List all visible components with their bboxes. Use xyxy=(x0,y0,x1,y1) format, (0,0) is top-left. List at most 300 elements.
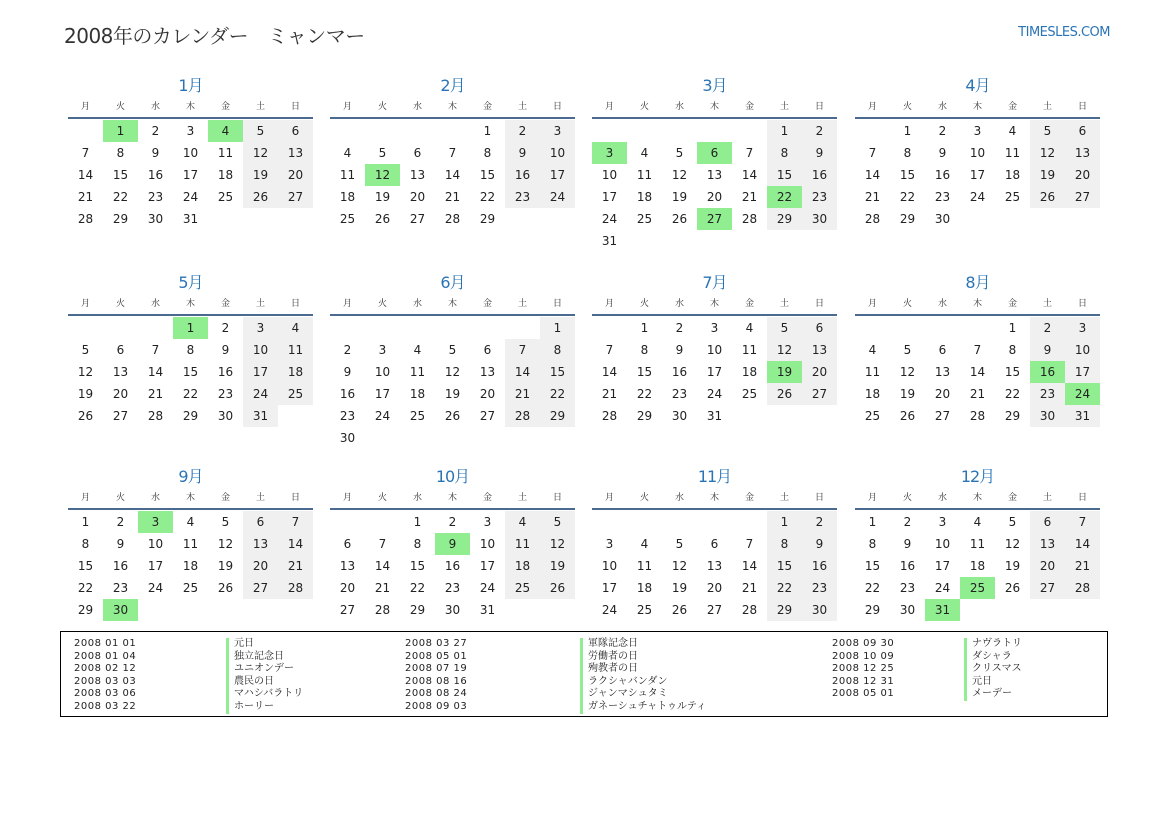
day-cell: 27 xyxy=(479,409,496,423)
day-cell: 28 xyxy=(741,603,758,617)
day-cell: 27 xyxy=(802,383,837,405)
day-cell: 27 xyxy=(278,186,313,208)
site-link[interactable]: TIMESLES.COM xyxy=(1018,25,1110,40)
day-cell: 28 xyxy=(77,212,94,226)
day-cell: 3 xyxy=(710,321,719,335)
holiday-date: 2008 02 12 xyxy=(74,663,137,675)
day-cell: 15 xyxy=(864,559,881,573)
day-cell: 20 xyxy=(409,190,426,204)
weekday-header xyxy=(592,489,837,510)
weekday-label: 日 xyxy=(1077,493,1087,503)
day-cell: 24 xyxy=(601,603,618,617)
day-cell: 19 xyxy=(243,164,278,186)
day-cell: 2 xyxy=(675,321,684,335)
day-cell: 6 xyxy=(710,537,719,551)
weekday-label: 日 xyxy=(290,102,300,112)
day-cell: 11 xyxy=(636,559,653,573)
day-cell: 19 xyxy=(671,190,688,204)
day-cell: 1 xyxy=(1008,321,1017,335)
day-cell: 31 xyxy=(601,234,618,248)
day-cell: 17 xyxy=(374,387,391,401)
day-cell: 15 xyxy=(112,168,129,182)
month-name: 1月 xyxy=(178,76,203,95)
day-cell: 24 xyxy=(147,581,164,595)
day-cell: 25 xyxy=(1004,190,1021,204)
day-cell: 20 xyxy=(706,190,723,204)
weekday-label: 火 xyxy=(639,493,649,503)
weekday-header xyxy=(855,489,1100,510)
day-cell: 31 xyxy=(182,212,199,226)
day-cell: 3 xyxy=(483,515,492,529)
day-cell: 26 xyxy=(374,212,391,226)
holiday-day-cell: 19 xyxy=(767,361,802,383)
day-cell: 3 xyxy=(605,537,614,551)
day-cell: 25 xyxy=(636,212,653,226)
holiday-date: 2008 01 01 xyxy=(74,638,137,649)
day-cell: 19 xyxy=(77,387,94,401)
weekday-label: 水 xyxy=(150,493,160,503)
weekday-label: 日 xyxy=(290,493,300,503)
day-cell: 13 xyxy=(479,365,496,379)
day-cell: 10 xyxy=(706,343,723,357)
day-cell: 20 xyxy=(339,581,356,595)
holiday-date: 2008 08 16 xyxy=(405,675,468,687)
day-cell: 25 xyxy=(217,190,234,204)
holiday-day-cell: 16 xyxy=(1030,361,1065,383)
day-cell: 7 xyxy=(278,511,313,533)
holiday-day-cell: 3 xyxy=(592,142,627,164)
day-cell: 29 xyxy=(540,405,575,427)
month-days xyxy=(330,511,575,621)
day-cell: 6 xyxy=(938,343,947,357)
day-cell: 23 xyxy=(671,387,688,401)
day-cell: 14 xyxy=(741,559,758,573)
day-cell: 16 xyxy=(934,168,951,182)
month-name: 5月 xyxy=(178,273,203,292)
holiday-date: 2008 03 03 xyxy=(74,675,137,687)
day-cell: 18 xyxy=(636,581,653,595)
day-cell: 18 xyxy=(182,559,199,573)
day-cell: 10 xyxy=(243,339,278,361)
day-cell: 13 xyxy=(934,365,951,379)
weekday-label: 土 xyxy=(517,493,527,503)
day-cell: 14 xyxy=(278,533,313,555)
day-cell: 15 xyxy=(182,365,199,379)
day-cell: 13 xyxy=(339,559,356,573)
day-cell: 19 xyxy=(1004,559,1021,573)
weekday-label: 土 xyxy=(779,102,789,112)
day-cell: 1 xyxy=(903,124,912,138)
weekday-label: 木 xyxy=(972,102,982,112)
weekday-label: 水 xyxy=(674,102,684,112)
day-cell: 13 xyxy=(243,533,278,555)
day-cell: 12 xyxy=(1004,537,1021,551)
day-cell: 30 xyxy=(147,212,164,226)
day-cell: 7 xyxy=(1065,511,1100,533)
day-cell: 29 xyxy=(77,603,94,617)
day-cell: 9 xyxy=(505,142,540,164)
day-cell: 29 xyxy=(767,208,802,230)
empty-day xyxy=(627,511,662,533)
month-days xyxy=(330,317,575,449)
day-cell: 8 xyxy=(1008,343,1017,357)
weekday-header xyxy=(592,98,837,119)
day-cell: 26 xyxy=(540,577,575,599)
day-cell: 29 xyxy=(409,603,426,617)
day-cell: 8 xyxy=(116,146,125,160)
day-cell: 23 xyxy=(934,190,951,204)
day-cell: 24 xyxy=(243,383,278,405)
day-cell: 17 xyxy=(182,168,199,182)
day-cell: 3 xyxy=(378,343,387,357)
month-days xyxy=(855,511,1100,621)
day-cell: 22 xyxy=(636,387,653,401)
day-cell: 24 xyxy=(540,186,575,208)
holiday-name: 元日 xyxy=(964,676,992,689)
day-cell: 11 xyxy=(741,343,758,357)
day-cell: 9 xyxy=(938,146,947,160)
day-cell: 8 xyxy=(767,533,802,555)
weekday-label: 火 xyxy=(377,299,387,309)
empty-day xyxy=(68,317,103,339)
holiday-day-cell: 27 xyxy=(697,208,732,230)
weekday-label: 木 xyxy=(709,102,719,112)
day-cell: 13 xyxy=(409,168,426,182)
weekday-label: 火 xyxy=(115,102,125,112)
day-cell: 18 xyxy=(969,559,986,573)
day-cell: 23 xyxy=(217,387,234,401)
day-cell: 8 xyxy=(640,343,649,357)
day-cell: 10 xyxy=(374,365,391,379)
calendar-grid xyxy=(68,74,1102,626)
holiday-name: ホーリー xyxy=(226,701,274,714)
day-cell: 16 xyxy=(802,164,837,186)
day-cell: 14 xyxy=(864,168,881,182)
day-cell: 3 xyxy=(973,124,982,138)
weekday-label: 木 xyxy=(709,493,719,503)
day-cell: 11 xyxy=(969,537,986,551)
day-cell: 14 xyxy=(1065,533,1100,555)
day-cell: 18 xyxy=(278,361,313,383)
day-cell: 26 xyxy=(899,409,916,423)
day-cell: 8 xyxy=(868,537,877,551)
day-cell: 18 xyxy=(1004,168,1021,182)
day-cell: 2 xyxy=(116,515,125,529)
day-cell: 17 xyxy=(1065,361,1100,383)
day-cell: 7 xyxy=(745,537,754,551)
holiday-date: 2008 12 25 xyxy=(832,663,895,675)
day-cell: 14 xyxy=(147,365,164,379)
day-cell: 29 xyxy=(767,599,802,621)
day-cell: 4 xyxy=(413,343,422,357)
day-cell: 26 xyxy=(217,581,234,595)
day-cell: 16 xyxy=(505,164,540,186)
weekday-label: 金 xyxy=(220,102,230,112)
day-cell: 29 xyxy=(1004,409,1021,423)
holiday-name: ダシャラ xyxy=(964,651,1012,664)
weekday-header xyxy=(68,98,313,119)
weekday-label: 木 xyxy=(447,299,457,309)
day-cell: 10 xyxy=(147,537,164,551)
weekday-label: 月 xyxy=(342,102,352,112)
weekday-header xyxy=(330,98,575,119)
day-cell: 17 xyxy=(540,164,575,186)
day-cell: 5 xyxy=(448,343,457,357)
weekday-label: 日 xyxy=(814,102,824,112)
day-cell: 7 xyxy=(973,343,982,357)
month-name: 2月 xyxy=(440,76,465,95)
day-cell: 11 xyxy=(217,146,234,160)
empty-day xyxy=(855,120,890,142)
day-cell: 5 xyxy=(1008,515,1017,529)
day-cell: 24 xyxy=(479,581,496,595)
day-cell: 10 xyxy=(969,146,986,160)
holiday-name: クリスマス xyxy=(964,663,1022,676)
day-cell: 8 xyxy=(413,537,422,551)
day-cell: 29 xyxy=(636,409,653,423)
day-cell: 10 xyxy=(601,168,618,182)
weekday-label: 金 xyxy=(744,102,754,112)
day-cell: 26 xyxy=(243,186,278,208)
empty-day xyxy=(890,317,925,339)
day-cell: 2 xyxy=(221,321,230,335)
day-cell: 23 xyxy=(1030,383,1065,405)
holiday-date: 2008 10 09 xyxy=(832,650,895,662)
month-days xyxy=(855,317,1100,427)
holiday-name: 独立記念日 xyxy=(226,651,284,664)
day-cell: 14 xyxy=(374,559,391,573)
day-cell: 16 xyxy=(217,365,234,379)
holiday-date: 2008 12 31 xyxy=(832,675,895,687)
weekday-label: 木 xyxy=(447,102,457,112)
day-cell: 6 xyxy=(116,343,125,357)
weekday-header xyxy=(68,489,313,510)
day-cell: 25 xyxy=(864,409,881,423)
day-cell: 5 xyxy=(767,317,802,339)
month-10 xyxy=(330,465,575,621)
day-cell: 19 xyxy=(899,387,916,401)
day-cell: 7 xyxy=(505,339,540,361)
month-days xyxy=(68,511,313,621)
month-name: 10月 xyxy=(435,467,470,486)
day-cell: 21 xyxy=(1065,555,1100,577)
day-cell: 5 xyxy=(81,343,90,357)
day-cell: 2 xyxy=(938,124,947,138)
day-cell: 16 xyxy=(112,559,129,573)
day-cell: 13 xyxy=(802,339,837,361)
month-days xyxy=(330,120,575,230)
day-cell: 24 xyxy=(182,190,199,204)
weekday-label: 金 xyxy=(1007,102,1017,112)
day-cell: 2 xyxy=(343,343,352,357)
weekday-label: 木 xyxy=(185,299,195,309)
day-cell: 2 xyxy=(1030,317,1065,339)
weekday-label: 土 xyxy=(779,493,789,503)
weekday-label: 火 xyxy=(902,299,912,309)
day-cell: 10 xyxy=(540,142,575,164)
day-cell: 19 xyxy=(217,559,234,573)
holiday-date: 2008 08 24 xyxy=(405,688,468,700)
day-cell: 20 xyxy=(706,581,723,595)
day-cell: 21 xyxy=(147,387,164,401)
weekday-header xyxy=(592,295,837,316)
empty-day xyxy=(330,317,365,339)
weekday-label: 木 xyxy=(972,493,982,503)
day-cell: 28 xyxy=(1065,577,1100,599)
holiday-date: 2008 01 04 xyxy=(74,650,137,662)
day-cell: 11 xyxy=(409,365,426,379)
empty-day xyxy=(592,120,627,142)
month-6 xyxy=(330,271,575,449)
day-cell: 7 xyxy=(378,537,387,551)
month-9 xyxy=(68,465,313,621)
day-cell: 11 xyxy=(864,365,881,379)
day-cell: 26 xyxy=(671,603,688,617)
day-cell: 27 xyxy=(1065,186,1100,208)
day-cell: 22 xyxy=(112,190,129,204)
day-cell: 26 xyxy=(444,409,461,423)
weekday-header xyxy=(68,295,313,316)
empty-day xyxy=(855,317,890,339)
day-cell: 23 xyxy=(339,409,356,423)
empty-day xyxy=(505,317,540,339)
day-cell: 22 xyxy=(540,383,575,405)
day-cell: 12 xyxy=(671,168,688,182)
day-cell: 8 xyxy=(186,343,195,357)
day-cell: 21 xyxy=(77,190,94,204)
day-cell: 8 xyxy=(903,146,912,160)
weekday-label: 火 xyxy=(377,493,387,503)
day-cell: 31 xyxy=(1065,405,1100,427)
weekday-label: 月 xyxy=(867,102,877,112)
day-cell: 8 xyxy=(483,146,492,160)
day-cell: 25 xyxy=(339,212,356,226)
day-cell: 24 xyxy=(706,387,723,401)
holiday-name: メーデー xyxy=(964,688,1012,701)
day-cell: 27 xyxy=(339,603,356,617)
holiday-date: 2008 09 03 xyxy=(405,701,468,712)
day-cell: 2 xyxy=(802,511,837,533)
month-name: 3月 xyxy=(702,76,727,95)
day-cell: 26 xyxy=(77,409,94,423)
month-4 xyxy=(855,74,1100,230)
day-cell: 16 xyxy=(671,365,688,379)
weekday-label: 金 xyxy=(1007,493,1017,503)
day-cell: 28 xyxy=(278,577,313,599)
day-cell: 10 xyxy=(601,559,618,573)
day-cell: 2 xyxy=(448,515,457,529)
day-cell: 24 xyxy=(934,581,951,595)
weekday-label: 日 xyxy=(290,299,300,309)
day-cell: 3 xyxy=(1065,317,1100,339)
weekday-label: 水 xyxy=(412,299,422,309)
weekday-label: 火 xyxy=(377,102,387,112)
holiday-date: 2008 03 22 xyxy=(74,701,137,712)
day-cell: 31 xyxy=(479,603,496,617)
day-cell: 14 xyxy=(601,365,618,379)
day-cell: 27 xyxy=(112,409,129,423)
weekday-label: 土 xyxy=(255,102,265,112)
day-cell: 1 xyxy=(767,511,802,533)
day-cell: 16 xyxy=(444,559,461,573)
holiday-day-cell: 22 xyxy=(767,186,802,208)
empty-day xyxy=(138,317,173,339)
day-cell: 18 xyxy=(409,387,426,401)
day-cell: 30 xyxy=(217,409,234,423)
empty-day xyxy=(627,120,662,142)
day-cell: 15 xyxy=(540,361,575,383)
empty-day xyxy=(435,120,470,142)
day-cell: 6 xyxy=(483,343,492,357)
day-cell: 31 xyxy=(706,409,723,423)
day-cell: 23 xyxy=(147,190,164,204)
weekday-label: 日 xyxy=(552,102,562,112)
day-cell: 7 xyxy=(81,146,90,160)
day-cell: 10 xyxy=(182,146,199,160)
day-cell: 22 xyxy=(409,581,426,595)
holiday-day-cell: 12 xyxy=(365,164,400,186)
day-cell: 5 xyxy=(1030,120,1065,142)
weekday-label: 金 xyxy=(744,493,754,503)
day-cell: 14 xyxy=(741,168,758,182)
day-cell: 12 xyxy=(444,365,461,379)
month-name: 12月 xyxy=(960,467,995,486)
day-cell: 9 xyxy=(802,533,837,555)
holiday-day-cell: 1 xyxy=(103,120,138,142)
weekday-label: 木 xyxy=(447,493,457,503)
weekday-label: 土 xyxy=(517,102,527,112)
weekday-label: 土 xyxy=(1042,299,1052,309)
day-cell: 24 xyxy=(374,409,391,423)
day-cell: 29 xyxy=(864,603,881,617)
month-12 xyxy=(855,465,1100,621)
day-cell: 18 xyxy=(741,365,758,379)
day-cell: 8 xyxy=(767,142,802,164)
day-cell: 20 xyxy=(112,387,129,401)
day-cell: 27 xyxy=(706,603,723,617)
day-cell: 3 xyxy=(938,515,947,529)
day-cell: 20 xyxy=(278,164,313,186)
month-name: 6月 xyxy=(440,273,465,292)
weekday-label: 水 xyxy=(937,493,947,503)
day-cell: 5 xyxy=(378,146,387,160)
day-cell: 12 xyxy=(1030,142,1065,164)
day-cell: 30 xyxy=(802,208,837,230)
day-cell: 19 xyxy=(540,555,575,577)
weekday-label: 水 xyxy=(674,299,684,309)
day-cell: 1 xyxy=(483,124,492,138)
weekday-label: 土 xyxy=(1042,102,1052,112)
day-cell: 22 xyxy=(77,581,94,595)
day-cell: 30 xyxy=(339,431,356,445)
day-cell: 9 xyxy=(675,343,684,357)
day-cell: 3 xyxy=(243,317,278,339)
holiday-date: 2008 03 27 xyxy=(405,638,468,649)
day-cell: 3 xyxy=(186,124,195,138)
month-name: 7月 xyxy=(702,273,727,292)
day-cell: 5 xyxy=(540,511,575,533)
day-cell: 15 xyxy=(1004,365,1021,379)
day-cell: 7 xyxy=(448,146,457,160)
empty-day xyxy=(400,317,435,339)
day-cell: 30 xyxy=(671,409,688,423)
day-cell: 6 xyxy=(1030,511,1065,533)
day-cell: 17 xyxy=(243,361,278,383)
day-cell: 20 xyxy=(802,361,837,383)
day-cell: 14 xyxy=(444,168,461,182)
day-cell: 30 xyxy=(444,603,461,617)
day-cell: 17 xyxy=(706,365,723,379)
